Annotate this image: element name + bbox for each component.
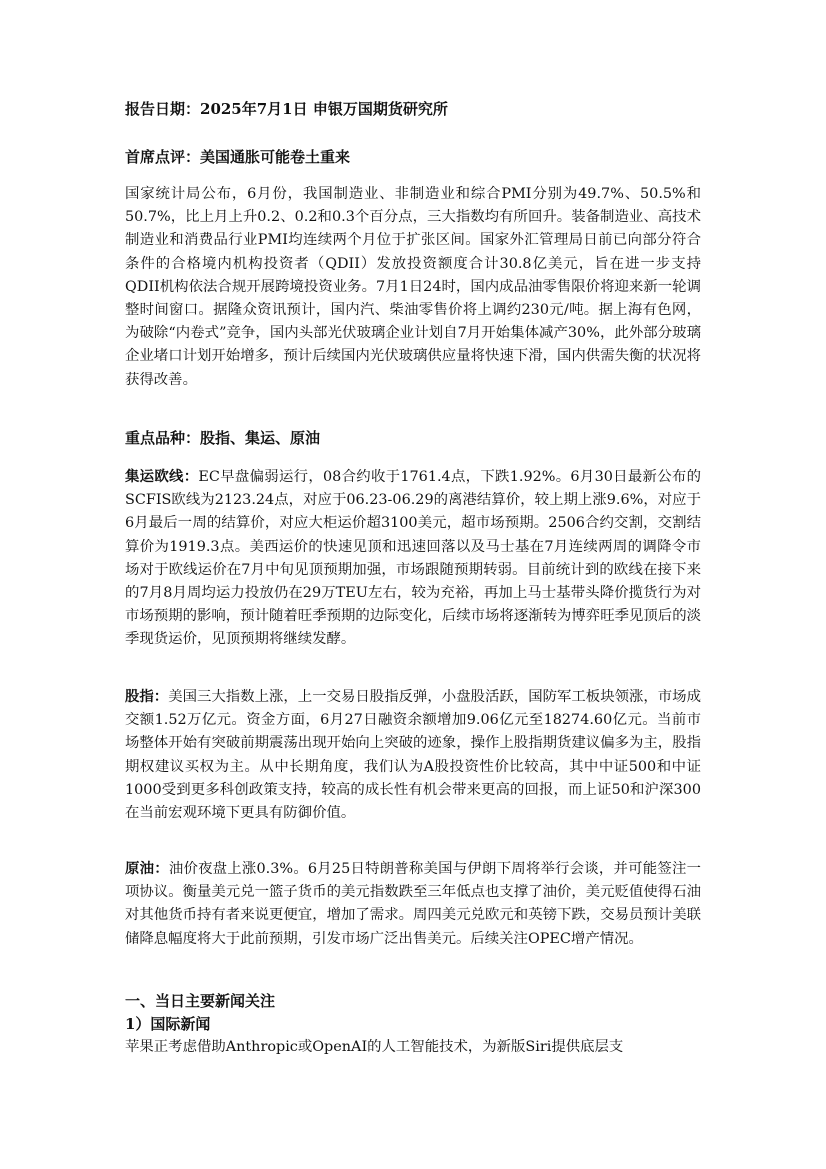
chief-comment-heading: 首席点评：美国通胀可能卷土重来 xyxy=(125,148,351,166)
shipping-body: EC早盘偏弱运行，08合约收于1761.4点，下跌1.92%。6月30日最新公布的SCFIS欧线为2123.24点，对应于06.23-06.29的离港结算价，较上期上涨9.6%，对应于6月最后一周的结算价，对应大柜运价超3100美元，超市场预期。2506合约交割，交割结算价为1919.3点。美西运价的快速见顶和迅速回落以及马士基在7月连续两周的调降令市场对于欧线运价在7月中旬见顶预期加强，市场跟随预期转弱。目前统计到的欧线在接下来的7月8月周均运力投放仍在29万TEU左右，较为充裕，再加上马士基带头降价揽货行为对市场预期的影响，预计随着旺季预期的边际变化，后续市场将逐渐转为博弈旺季见顶后的淡季现货运价，见顶预期将继续发酵。 xyxy=(125,469,701,648)
stock-index-paragraph xyxy=(125,685,701,825)
international-news-paragraph: 苹果正考虑借助Anthropic或OpenAI的人工智能技术，为新版Siri提供底层支 xyxy=(125,1039,624,1055)
chief-comment-paragraph: 国家统计局公布，6月份，我国制造业、非制造业和综合PMI分别为49.7%、50.5%和50.7%，比上月上升0.2、0.2和0.3个百分点，三大指数均有所回升。装备制造业、高技术制造业和消费品行业PMI均连续两个月位于扩张区间。国家外汇管理局日前已向部分符合条件的合格境内机构投资者（QDII）发放投资额度合计30.8亿美元，旨在进一步支持QDII机构依法合规开展跨境投资业务。7月1日24时，国内成品油零售限价将迎来新一轮调整时间窗口。据隆众资讯预计，国内汽、柴油零售价将上调约230元/吨。据上海有色网，为破除“内卷式”竞争，国内头部光伏玻璃企业计划自7月开始集体减产30%，此外部分玻璃企业堵口计划开始增多，预计后续国内光伏玻璃供应量将快速下滑，国内供需失衡的状况将获得改善。 xyxy=(125,186,701,388)
crude-oil-paragraph xyxy=(125,857,701,951)
report-date-heading: 报告日期：2025年7月1日 申银万国期货研究所 xyxy=(125,100,448,118)
news-section-heading: 一、当日主要新闻关注 xyxy=(125,992,276,1010)
shipping-paragraph xyxy=(125,465,701,652)
shipping-label: 集运欧线： xyxy=(125,468,199,485)
crude-oil-body: 油价夜盘上涨0.3%。6月25日特朗普称美国与伊朗下周将举行会谈，并可能签注一项协议。衡量美元兑一篮子货币的美元指数跌至三年低点也支撑了油价，美元贬值使得石油对其他货币持有者来说更便宜，增加了需求。周四美元兑欧元和英镑下跌，交易员预计美联储降息幅度将大于此前预期，引发市场广泛出售美元。后续关注OPEC增产情况。 xyxy=(125,861,701,947)
stock-index-body: 美国三大指数上涨，上一交易日股指反弹，小盘股活跃，国防军工板块领涨，市场成交额1.52万亿元。资金方面，6月27日融资余额增加9.06亿元至18274.60亿元。当前市场整体开始有突破前期震荡出现开始向上突破的迹象，操作上股指期货建议偏多为主，股指期权建议买权为主。从中长期角度，我们认为A股投资性价比较高，其中中证500和中证1000受到更多科创政策支持，较高的成长性有机会带来更高的回报，而上证50和沪深300在当前宏观环境下更具有防御价值。 xyxy=(125,689,701,822)
international-news-heading: 1）国际新闻 xyxy=(125,1015,211,1033)
key-products-heading: 重点品种：股指、集运、原油 xyxy=(125,429,321,447)
stock-index-label: 股指： xyxy=(125,688,169,705)
crude-oil-label: 原油： xyxy=(125,860,169,877)
